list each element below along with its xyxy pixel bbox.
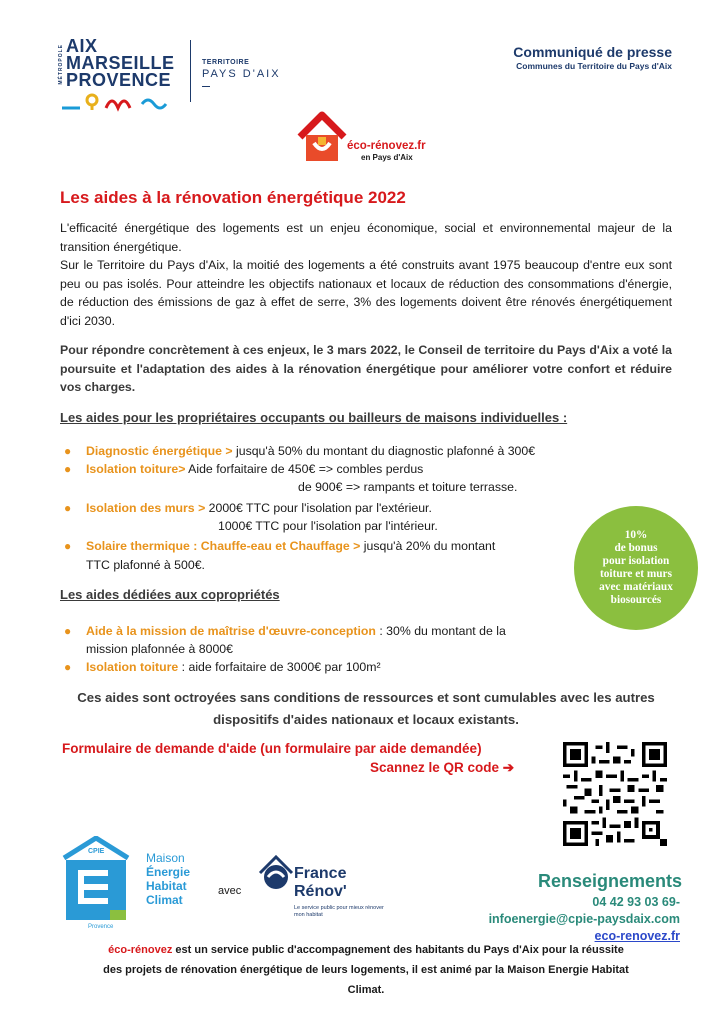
brand-line-2: MARSEILLE — [66, 53, 175, 73]
bonus-line: pour isolation — [602, 555, 670, 567]
france-renov-icon — [256, 853, 296, 893]
brand-line-3: PROVENCE — [66, 70, 172, 90]
mehc-line: Habitat — [146, 879, 187, 893]
pays-aix-underline — [202, 86, 210, 87]
mehc-line: Maison — [146, 851, 185, 865]
bonus-line: toiture et murs — [600, 568, 672, 580]
aid-item-copro-toiture — [86, 658, 381, 676]
aid-item-diagnostic — [86, 442, 535, 460]
bonus-badge — [574, 506, 698, 630]
aid-item-continuation: mission plafonnée à 8000€ — [86, 642, 233, 656]
bonus-line: 10% — [624, 529, 648, 541]
aid-item-solaire — [86, 537, 495, 555]
aid-item-isolation-murs — [86, 499, 432, 517]
aid-label: Solaire thermique : Chauffe-eau et Chauffage > — [86, 539, 361, 553]
bonus-line: avec matériaux — [599, 581, 673, 593]
cpie-label: CPIE — [88, 848, 105, 855]
eco-logo-subtitle: en Pays d'Aix — [361, 153, 413, 162]
aid-label: Diagnostic énergétique > — [86, 444, 233, 458]
aid-text: : 30% du montant de la — [375, 624, 506, 638]
contact-email[interactable]: infoenergie@cpie-paysdaix.com — [488, 912, 680, 926]
footer-line-3: Climat. — [347, 984, 385, 996]
footer-brand: éco-rénovez — [108, 944, 173, 956]
contact-phone[interactable]: 04 42 93 03 69- — [592, 895, 680, 909]
aid-item-maitrise-oeuvre — [86, 622, 506, 640]
contact-website-link[interactable]: eco-renovez.fr — [594, 929, 680, 943]
mehc-line: Énergie — [146, 865, 191, 879]
bullet-icon: ● — [64, 462, 72, 476]
footer-text — [60, 940, 672, 1000]
metropole-label: MÉTROPOLE — [58, 44, 64, 85]
scan-qr-label: Scannez le QR code ➔ — [370, 760, 515, 775]
bullet-icon: ● — [64, 624, 72, 638]
brand-line-1: AIX — [66, 36, 98, 56]
intro-paragraph-3: Pour répondre concrètement à ces enjeux, le 3 mars 2022, le Conseil de territoire du Pays d'Aix a voté la poursuite et l'adaptation des aides à la rénovation énergétique pour améliorer votre confort et réduire vos charges. — [60, 343, 672, 395]
intro-paragraph-1: L'efficacité énergétique des logements est un enjeu économique, social et environnemental majeur de la transition énergétique. — [60, 221, 672, 254]
footer-text-1: est un service public d'accompagnement des habitants du Pays d'Aix pour la réussite — [172, 944, 624, 956]
eco-house-icon — [296, 111, 348, 165]
provence-label: Provence — [88, 924, 114, 930]
communique-subtitle: Communes du Territoire du Pays d'Aix — [516, 61, 672, 71]
conditions-text: Ces aides sont octroyées sans conditions de ressources et sont cumulables avec les autres dispositifs d'aides nationaux et locaux existants. — [77, 690, 655, 727]
aid-item-continuation: de 900€ => rampants et toiture terrasse. — [298, 480, 518, 494]
qr-code-icon[interactable] — [563, 742, 667, 846]
aid-item-isolation-toiture — [86, 460, 423, 478]
intro-paragraph-2: Sur le Territoire du Pays d'Aix, la moitié des logements a été construits avant 1975 beaucoup d'entre eux sont peu ou pas isolés. Pour atteindre les objectifs nationaux et locaux de réduction des consommations d'énergie, de réduction des émissions de gaz à effet de serre, 3% des logements doivent être rénovés énergétiquement d'ici 2030. — [60, 258, 672, 328]
aid-text: Aide forfaitaire de 450€ => combles perdus — [185, 462, 424, 476]
form-title: Formulaire de demande d'aide (un formulaire par aide demandée) — [62, 741, 482, 756]
mehc-house-icon — [60, 836, 210, 926]
bullet-icon: ● — [64, 444, 72, 458]
eco-logo-name: éco-rénovez.fr — [347, 140, 426, 152]
communique-title: Communiqué de presse — [513, 44, 672, 60]
bullet-icon: ● — [64, 660, 72, 674]
footer-line-1 — [60, 940, 672, 960]
aid-label: Isolation des murs > — [86, 501, 206, 515]
mehc-line: Climat — [146, 893, 183, 907]
bonus-line: biosourcés — [610, 594, 662, 606]
renov-tagline: Le service public pour mieux rénover mon habitat — [294, 905, 384, 918]
aid-label: Aide à la mission de maîtrise d'œuvre-conception — [86, 624, 376, 638]
brand-wave-icon — [62, 92, 182, 112]
aid-text: jusqu'à 50% du montant du diagnostic plafonné à 300€ — [232, 444, 536, 458]
aid-text: : aide forfaitaire de 3000€ par 100m² — [178, 660, 381, 674]
aid-label: Isolation toiture — [86, 660, 179, 674]
contact-title: Renseignements — [537, 871, 682, 891]
aid-item-continuation: 1000€ TTC pour l'isolation par l'intérieur. — [218, 519, 438, 533]
bonus-line: de bonus — [614, 542, 658, 554]
page-title: Les aides à la rénovation énergétique 2022 — [60, 188, 406, 207]
aid-text: 2000€ TTC pour l'isolation par l'extérieur. — [205, 501, 432, 515]
bullet-icon: ● — [64, 539, 72, 553]
aid-label: Isolation toiture> — [86, 462, 186, 476]
avec-label: avec — [218, 885, 242, 897]
pays-aix-label: PAYS D'AIX — [202, 68, 281, 80]
france-label: France — [294, 865, 347, 882]
section1-heading: Les aides pour les propriétaires occupants ou bailleurs de maisons individuelles : — [60, 410, 568, 425]
territoire-label: TERRITOIRE — [202, 59, 250, 66]
aid-text: jusqu'à 20% du montant — [360, 539, 496, 553]
aid-item-continuation: TTC plafonné à 500€. — [86, 558, 205, 572]
brand-logo-text — [66, 38, 175, 89]
bullet-icon: ● — [64, 501, 72, 515]
footer-line-2: des projets de rénovation énergétique de leurs logements, il est animé par la Maison Energie Habitat — [103, 964, 629, 976]
renov-label: Rénov' — [294, 883, 347, 900]
section2-heading: Les aides dédiées aux copropriétés — [60, 587, 280, 602]
logo-divider — [190, 40, 191, 102]
